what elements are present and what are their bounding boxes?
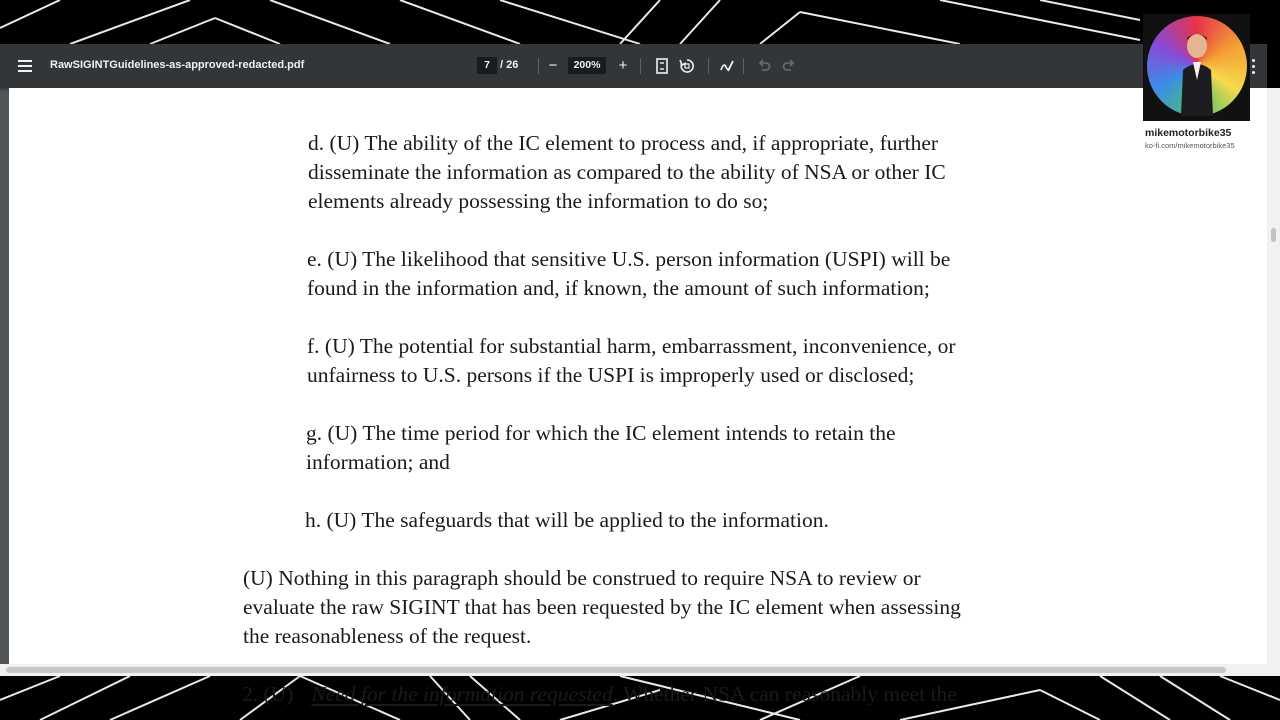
page-total: / 26 xyxy=(500,59,519,71)
horizontal-scrollbar-thumb[interactable] xyxy=(6,667,1226,673)
vertical-scrollbar-thumb[interactable] xyxy=(1271,228,1276,242)
pdf-toolbar xyxy=(0,44,1267,88)
toolbar-divider xyxy=(708,58,709,74)
page-number-input[interactable]: 7 xyxy=(477,57,497,74)
item-d-line-3: elements already possessing the information to do so; xyxy=(308,189,769,213)
zoom-out-button[interactable]: − xyxy=(548,57,558,74)
rotate-icon[interactable] xyxy=(677,56,697,76)
avatar-image xyxy=(1147,16,1247,116)
item-d-line-2: disseminate the information as compared to the ability of NSA or other IC xyxy=(308,160,946,184)
streamer-name: mikemotorbike35 xyxy=(1145,127,1232,139)
item-g-line-1: g. (U) The time period for which the IC element intends to retain the xyxy=(306,421,896,445)
item-2-prefix: 2. (U) xyxy=(242,682,294,706)
toolbar-divider xyxy=(743,58,744,74)
item-d-line-1: d. (U) The ability of the IC element to process and, if appropriate, further xyxy=(308,131,939,155)
note-line-1: (U) Nothing in this paragraph should be construed to require NSA to review or xyxy=(243,566,921,590)
vertical-scrollbar[interactable] xyxy=(1267,88,1280,676)
note-line-3: the reasonableness of the request. xyxy=(243,624,532,648)
menu-icon[interactable] xyxy=(18,57,32,75)
toolbar-divider xyxy=(640,58,641,74)
item-2-line-1 xyxy=(242,684,957,706)
item-g-line-2: information; and xyxy=(306,450,450,474)
toolbar-divider xyxy=(538,58,539,74)
item-f-line-1: f. (U) The potential for substantial harm, embarrassment, inconvenience, or xyxy=(307,334,956,358)
item-f-line-2: unfairness to U.S. persons if the USPI is improperly used or disclosed; xyxy=(307,363,915,387)
person-silhouette xyxy=(1179,30,1215,116)
undo-icon[interactable] xyxy=(754,56,774,76)
zoom-input[interactable]: 200% xyxy=(568,57,606,74)
item-h-line-1: h. (U) The safeguards that will be applied to the information. xyxy=(305,508,829,532)
redo-icon[interactable] xyxy=(779,56,799,76)
item-e-line-2: found in the information and, if known, the amount of such information; xyxy=(307,276,930,300)
zoom-in-button[interactable]: + xyxy=(618,57,628,74)
fit-page-icon[interactable] xyxy=(652,56,672,76)
item-2-rest: . Whether NSA can reasonably meet the xyxy=(612,682,957,706)
annotate-icon[interactable] xyxy=(717,56,737,76)
pdf-viewer xyxy=(0,44,1267,706)
item-e-line-1: e. (U) The likelihood that sensitive U.S. person information (USPI) will be xyxy=(307,247,951,271)
avatar xyxy=(1143,14,1250,121)
horizontal-scrollbar[interactable] xyxy=(0,664,1267,676)
document-title: RawSIGINTGuidelines-as-approved-redacted.pdf xyxy=(50,59,305,71)
pdf-page xyxy=(9,88,1267,706)
streamer-overlay xyxy=(1143,14,1251,154)
item-2-heading: Need for the information requested xyxy=(311,682,613,706)
note-line-2: evaluate the raw SIGINT that has been requested by the IC element when assessing xyxy=(243,595,961,619)
streamer-link[interactable]: ko-fi.com/mikemotorbike35 xyxy=(1145,141,1235,150)
